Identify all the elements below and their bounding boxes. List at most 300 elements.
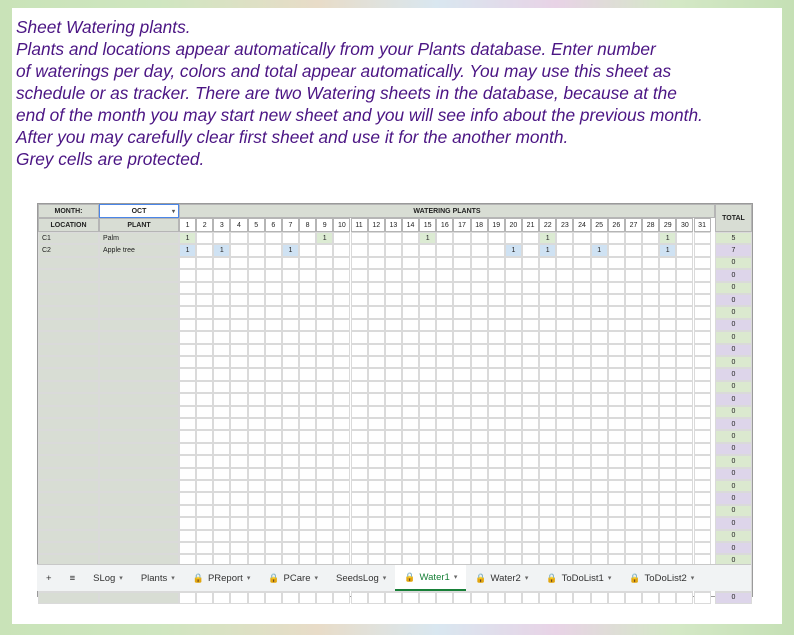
- day-cell[interactable]: [436, 356, 453, 368]
- day-cell[interactable]: [573, 381, 590, 393]
- day-cell[interactable]: [453, 592, 470, 604]
- day-cell[interactable]: [488, 294, 505, 306]
- day-cell[interactable]: [299, 480, 316, 492]
- day-cell[interactable]: [591, 443, 608, 455]
- day-cell[interactable]: [213, 306, 230, 318]
- day-cell[interactable]: [659, 455, 676, 467]
- day-cell[interactable]: [608, 492, 625, 504]
- day-cell[interactable]: [230, 517, 247, 529]
- day-cell[interactable]: [385, 443, 402, 455]
- day-cell[interactable]: [333, 244, 350, 256]
- day-cell[interactable]: [351, 282, 368, 294]
- day-cell[interactable]: [573, 282, 590, 294]
- day-cell[interactable]: [316, 257, 333, 269]
- day-cell[interactable]: [694, 430, 711, 442]
- day-cell[interactable]: [282, 232, 299, 244]
- day-cell[interactable]: [539, 430, 556, 442]
- day-cell[interactable]: [522, 319, 539, 331]
- day-cell[interactable]: [522, 393, 539, 405]
- day-cell[interactable]: [453, 505, 470, 517]
- day-cell[interactable]: [402, 282, 419, 294]
- add-sheet-button[interactable]: [37, 565, 61, 591]
- day-cell[interactable]: [539, 542, 556, 554]
- day-cell[interactable]: [436, 492, 453, 504]
- day-cell[interactable]: [402, 331, 419, 343]
- day-cell[interactable]: [179, 418, 196, 430]
- day-cell[interactable]: [265, 468, 282, 480]
- day-cell[interactable]: [556, 269, 573, 281]
- day-cell[interactable]: [179, 319, 196, 331]
- day-cell[interactable]: [282, 455, 299, 467]
- day-cell[interactable]: [179, 257, 196, 269]
- day-cell[interactable]: [316, 443, 333, 455]
- day-cell[interactable]: [179, 344, 196, 356]
- day-cell[interactable]: [368, 368, 385, 380]
- day-cell[interactable]: [453, 269, 470, 281]
- day-cell[interactable]: [230, 344, 247, 356]
- day-cell[interactable]: [573, 356, 590, 368]
- day-cell[interactable]: [539, 517, 556, 529]
- day-cell[interactable]: [402, 443, 419, 455]
- day-cell[interactable]: [694, 331, 711, 343]
- day-cell[interactable]: [522, 269, 539, 281]
- day-cell[interactable]: [385, 530, 402, 542]
- day-cell[interactable]: [573, 430, 590, 442]
- day-cell[interactable]: [556, 443, 573, 455]
- day-cell[interactable]: [179, 530, 196, 542]
- day-cell[interactable]: [248, 455, 265, 467]
- day-cell[interactable]: [368, 505, 385, 517]
- day-cell[interactable]: [179, 455, 196, 467]
- day-cell[interactable]: [265, 306, 282, 318]
- day-cell[interactable]: [230, 406, 247, 418]
- day-cell[interactable]: [333, 592, 350, 604]
- day-cell[interactable]: [625, 356, 642, 368]
- day-cell[interactable]: [591, 368, 608, 380]
- day-cell[interactable]: [196, 430, 213, 442]
- day-cell[interactable]: [351, 393, 368, 405]
- day-cell[interactable]: [368, 455, 385, 467]
- day-cell[interactable]: [316, 492, 333, 504]
- day-cell[interactable]: [573, 542, 590, 554]
- day-cell[interactable]: [505, 319, 522, 331]
- day-cell[interactable]: [196, 282, 213, 294]
- day-cell[interactable]: [282, 530, 299, 542]
- day-cell[interactable]: [230, 331, 247, 343]
- day-cell[interactable]: [385, 306, 402, 318]
- day-cell[interactable]: [591, 344, 608, 356]
- day-cell[interactable]: [402, 232, 419, 244]
- day-cell[interactable]: [299, 356, 316, 368]
- day-cell[interactable]: [196, 381, 213, 393]
- day-cell[interactable]: [213, 319, 230, 331]
- day-cell[interactable]: [299, 393, 316, 405]
- day-cell[interactable]: [368, 282, 385, 294]
- day-cell[interactable]: [694, 468, 711, 480]
- day-cell[interactable]: [505, 331, 522, 343]
- day-cell[interactable]: [659, 331, 676, 343]
- day-cell[interactable]: [368, 418, 385, 430]
- day-cell[interactable]: [642, 282, 659, 294]
- day-cell[interactable]: [608, 356, 625, 368]
- day-cell[interactable]: [573, 505, 590, 517]
- day-cell[interactable]: [299, 443, 316, 455]
- day-cell[interactable]: [659, 269, 676, 281]
- day-cell[interactable]: [642, 455, 659, 467]
- day-cell[interactable]: [608, 306, 625, 318]
- day-cell[interactable]: [471, 331, 488, 343]
- day-cell[interactable]: [608, 480, 625, 492]
- day-cell[interactable]: [436, 592, 453, 604]
- day-cell[interactable]: [453, 282, 470, 294]
- day-cell[interactable]: [625, 294, 642, 306]
- day-cell[interactable]: [436, 505, 453, 517]
- day-cell[interactable]: [196, 455, 213, 467]
- day-cell[interactable]: [453, 331, 470, 343]
- day-cell[interactable]: [539, 455, 556, 467]
- day-cell[interactable]: [436, 530, 453, 542]
- day-cell[interactable]: [488, 331, 505, 343]
- sheet-tab-water1[interactable]: [395, 565, 466, 591]
- day-cell[interactable]: [591, 282, 608, 294]
- day-cell[interactable]: [385, 344, 402, 356]
- day-cell[interactable]: [265, 418, 282, 430]
- day-cell[interactable]: [419, 344, 436, 356]
- day-cell[interactable]: [659, 492, 676, 504]
- day-cell[interactable]: [230, 492, 247, 504]
- day-cell[interactable]: [368, 592, 385, 604]
- day-cell[interactable]: [196, 232, 213, 244]
- day-cell[interactable]: [659, 294, 676, 306]
- day-cell[interactable]: [625, 381, 642, 393]
- sheet-tab-water2[interactable]: [466, 565, 537, 591]
- day-cell[interactable]: [694, 505, 711, 517]
- day-cell[interactable]: [179, 356, 196, 368]
- day-cell[interactable]: [573, 480, 590, 492]
- day-cell[interactable]: 1: [316, 232, 333, 244]
- day-cell[interactable]: [642, 294, 659, 306]
- day-cell[interactable]: [316, 406, 333, 418]
- day-cell[interactable]: [522, 368, 539, 380]
- day-cell[interactable]: [316, 468, 333, 480]
- day-cell[interactable]: [471, 244, 488, 256]
- day-cell[interactable]: [676, 381, 693, 393]
- day-cell[interactable]: [282, 592, 299, 604]
- day-cell[interactable]: [402, 592, 419, 604]
- day-cell[interactable]: [471, 319, 488, 331]
- day-cell[interactable]: [368, 393, 385, 405]
- day-cell[interactable]: [694, 294, 711, 306]
- day-cell[interactable]: [196, 344, 213, 356]
- day-cell[interactable]: [248, 517, 265, 529]
- day-cell[interactable]: [676, 517, 693, 529]
- day-cell[interactable]: [556, 244, 573, 256]
- day-cell[interactable]: [402, 455, 419, 467]
- day-cell[interactable]: [505, 492, 522, 504]
- day-cell[interactable]: [385, 381, 402, 393]
- day-cell[interactable]: [248, 319, 265, 331]
- day-cell[interactable]: [471, 492, 488, 504]
- day-cell[interactable]: [299, 492, 316, 504]
- day-cell[interactable]: [591, 492, 608, 504]
- day-cell[interactable]: [436, 368, 453, 380]
- day-cell[interactable]: [213, 592, 230, 604]
- day-cell[interactable]: [248, 592, 265, 604]
- day-cell[interactable]: [436, 517, 453, 529]
- day-cell[interactable]: [453, 257, 470, 269]
- day-cell[interactable]: [591, 232, 608, 244]
- day-cell[interactable]: [213, 455, 230, 467]
- day-cell[interactable]: [591, 406, 608, 418]
- day-cell[interactable]: [488, 257, 505, 269]
- day-cell[interactable]: [642, 530, 659, 542]
- day-cell[interactable]: [196, 269, 213, 281]
- day-cell[interactable]: [659, 319, 676, 331]
- day-cell[interactable]: [505, 381, 522, 393]
- day-cell[interactable]: [436, 331, 453, 343]
- day-cell[interactable]: [316, 331, 333, 343]
- day-cell[interactable]: [436, 244, 453, 256]
- day-cell[interactable]: [436, 455, 453, 467]
- day-cell[interactable]: [608, 282, 625, 294]
- day-cell[interactable]: [505, 468, 522, 480]
- day-cell[interactable]: [659, 443, 676, 455]
- day-cell[interactable]: [608, 344, 625, 356]
- day-cell[interactable]: [471, 381, 488, 393]
- day-cell[interactable]: [368, 319, 385, 331]
- day-cell[interactable]: [299, 542, 316, 554]
- day-cell[interactable]: [676, 319, 693, 331]
- day-cell[interactable]: [676, 331, 693, 343]
- day-cell[interactable]: [265, 480, 282, 492]
- day-cell[interactable]: [333, 319, 350, 331]
- day-cell[interactable]: [402, 530, 419, 542]
- day-cell[interactable]: [299, 455, 316, 467]
- day-cell[interactable]: [505, 393, 522, 405]
- day-cell[interactable]: [573, 244, 590, 256]
- day-cell[interactable]: [419, 542, 436, 554]
- day-cell[interactable]: [351, 468, 368, 480]
- chevron-down-icon[interactable]: ▾: [607, 575, 612, 582]
- day-cell[interactable]: [608, 232, 625, 244]
- day-cell[interactable]: [333, 368, 350, 380]
- day-cell[interactable]: [368, 244, 385, 256]
- day-cell[interactable]: [333, 443, 350, 455]
- day-cell[interactable]: [385, 232, 402, 244]
- day-cell[interactable]: [522, 492, 539, 504]
- day-cell[interactable]: [694, 455, 711, 467]
- day-cell[interactable]: [402, 244, 419, 256]
- day-cell[interactable]: [402, 294, 419, 306]
- day-cell[interactable]: [385, 418, 402, 430]
- day-cell[interactable]: [402, 492, 419, 504]
- day-cell[interactable]: [453, 294, 470, 306]
- day-cell[interactable]: [265, 530, 282, 542]
- day-cell[interactable]: [573, 294, 590, 306]
- day-cell[interactable]: [213, 282, 230, 294]
- day-cell[interactable]: [556, 505, 573, 517]
- chevron-down-icon[interactable]: ▾: [690, 575, 695, 582]
- day-cell[interactable]: [196, 592, 213, 604]
- day-cell[interactable]: [556, 592, 573, 604]
- day-cell[interactable]: [385, 331, 402, 343]
- day-cell[interactable]: [299, 468, 316, 480]
- day-cell[interactable]: [419, 455, 436, 467]
- day-cell[interactable]: [282, 480, 299, 492]
- day-cell[interactable]: [488, 430, 505, 442]
- day-cell[interactable]: [230, 443, 247, 455]
- day-cell[interactable]: [282, 344, 299, 356]
- day-cell[interactable]: [385, 505, 402, 517]
- day-cell[interactable]: [522, 244, 539, 256]
- day-cell[interactable]: [213, 269, 230, 281]
- day-cell[interactable]: [676, 430, 693, 442]
- day-cell[interactable]: [351, 294, 368, 306]
- day-cell[interactable]: [608, 468, 625, 480]
- day-cell[interactable]: [179, 592, 196, 604]
- day-cell[interactable]: [591, 393, 608, 405]
- day-cell[interactable]: [351, 592, 368, 604]
- day-cell[interactable]: [625, 344, 642, 356]
- day-cell[interactable]: [539, 344, 556, 356]
- day-cell[interactable]: 1: [282, 244, 299, 256]
- day-cell[interactable]: [453, 393, 470, 405]
- day-cell[interactable]: [402, 393, 419, 405]
- day-cell[interactable]: [230, 244, 247, 256]
- day-cell[interactable]: [351, 381, 368, 393]
- day-cell[interactable]: [471, 393, 488, 405]
- day-cell[interactable]: [316, 480, 333, 492]
- day-cell[interactable]: [488, 492, 505, 504]
- day-cell[interactable]: [453, 368, 470, 380]
- day-cell[interactable]: [230, 319, 247, 331]
- day-cell[interactable]: [419, 294, 436, 306]
- day-cell[interactable]: [316, 455, 333, 467]
- day-cell[interactable]: [471, 418, 488, 430]
- day-cell[interactable]: [265, 430, 282, 442]
- day-cell[interactable]: [333, 530, 350, 542]
- day-cell[interactable]: [573, 368, 590, 380]
- day-cell[interactable]: [471, 443, 488, 455]
- day-cell[interactable]: [642, 517, 659, 529]
- day-cell[interactable]: [436, 294, 453, 306]
- day-cell[interactable]: [625, 542, 642, 554]
- day-cell[interactable]: [694, 319, 711, 331]
- day-cell[interactable]: [368, 480, 385, 492]
- day-cell[interactable]: [488, 393, 505, 405]
- sheet-tab-todolist1[interactable]: [537, 565, 620, 591]
- day-cell[interactable]: [248, 492, 265, 504]
- day-cell[interactable]: [282, 418, 299, 430]
- day-cell[interactable]: [316, 269, 333, 281]
- day-cell[interactable]: [282, 381, 299, 393]
- day-cell[interactable]: [248, 368, 265, 380]
- day-cell[interactable]: [419, 282, 436, 294]
- day-cell[interactable]: [230, 306, 247, 318]
- day-cell[interactable]: [419, 244, 436, 256]
- day-cell[interactable]: [625, 269, 642, 281]
- day-cell[interactable]: [196, 356, 213, 368]
- day-cell[interactable]: [642, 430, 659, 442]
- day-cell[interactable]: [385, 542, 402, 554]
- day-cell[interactable]: [402, 505, 419, 517]
- day-cell[interactable]: [676, 232, 693, 244]
- day-cell[interactable]: 1: [659, 244, 676, 256]
- day-cell[interactable]: [333, 468, 350, 480]
- day-cell[interactable]: [385, 244, 402, 256]
- day-cell[interactable]: [488, 468, 505, 480]
- day-cell[interactable]: [419, 331, 436, 343]
- day-cell[interactable]: [573, 393, 590, 405]
- day-cell[interactable]: [299, 418, 316, 430]
- day-cell[interactable]: [299, 517, 316, 529]
- day-cell[interactable]: [230, 269, 247, 281]
- day-cell[interactable]: [625, 530, 642, 542]
- day-cell[interactable]: [213, 530, 230, 542]
- day-cell[interactable]: [299, 430, 316, 442]
- day-cell[interactable]: [608, 269, 625, 281]
- sheet-tab-seedslog[interactable]: [327, 565, 395, 591]
- day-cell[interactable]: [282, 430, 299, 442]
- day-cell[interactable]: [213, 517, 230, 529]
- day-cell[interactable]: [694, 418, 711, 430]
- day-cell[interactable]: [453, 480, 470, 492]
- day-cell[interactable]: [694, 306, 711, 318]
- day-cell[interactable]: [625, 331, 642, 343]
- day-cell[interactable]: [608, 505, 625, 517]
- day-cell[interactable]: [659, 368, 676, 380]
- day-cell[interactable]: [625, 418, 642, 430]
- day-cell[interactable]: [179, 269, 196, 281]
- day-cell[interactable]: [642, 269, 659, 281]
- day-cell[interactable]: [591, 294, 608, 306]
- day-cell[interactable]: [282, 306, 299, 318]
- day-cell[interactable]: [436, 269, 453, 281]
- day-cell[interactable]: [556, 306, 573, 318]
- day-cell[interactable]: [230, 381, 247, 393]
- day-cell[interactable]: [385, 393, 402, 405]
- day-cell[interactable]: [522, 443, 539, 455]
- day-cell[interactable]: [402, 306, 419, 318]
- day-cell[interactable]: [299, 344, 316, 356]
- day-cell[interactable]: [248, 232, 265, 244]
- day-cell[interactable]: [265, 542, 282, 554]
- day-cell[interactable]: [230, 430, 247, 442]
- day-cell[interactable]: [539, 306, 556, 318]
- day-cell[interactable]: [436, 306, 453, 318]
- day-cell[interactable]: [573, 306, 590, 318]
- day-cell[interactable]: [505, 443, 522, 455]
- day-cell[interactable]: [230, 418, 247, 430]
- day-cell[interactable]: [471, 269, 488, 281]
- day-cell[interactable]: [539, 356, 556, 368]
- day-cell[interactable]: [333, 356, 350, 368]
- day-cell[interactable]: [539, 294, 556, 306]
- day-cell[interactable]: [333, 344, 350, 356]
- day-cell[interactable]: [419, 430, 436, 442]
- day-cell[interactable]: [265, 492, 282, 504]
- day-cell[interactable]: [676, 542, 693, 554]
- day-cell[interactable]: [213, 443, 230, 455]
- day-cell[interactable]: [642, 492, 659, 504]
- day-cell[interactable]: [676, 592, 693, 604]
- day-cell[interactable]: [248, 418, 265, 430]
- day-cell[interactable]: [539, 468, 556, 480]
- day-cell[interactable]: [676, 492, 693, 504]
- day-cell[interactable]: [248, 294, 265, 306]
- day-cell[interactable]: [436, 232, 453, 244]
- day-cell[interactable]: [179, 492, 196, 504]
